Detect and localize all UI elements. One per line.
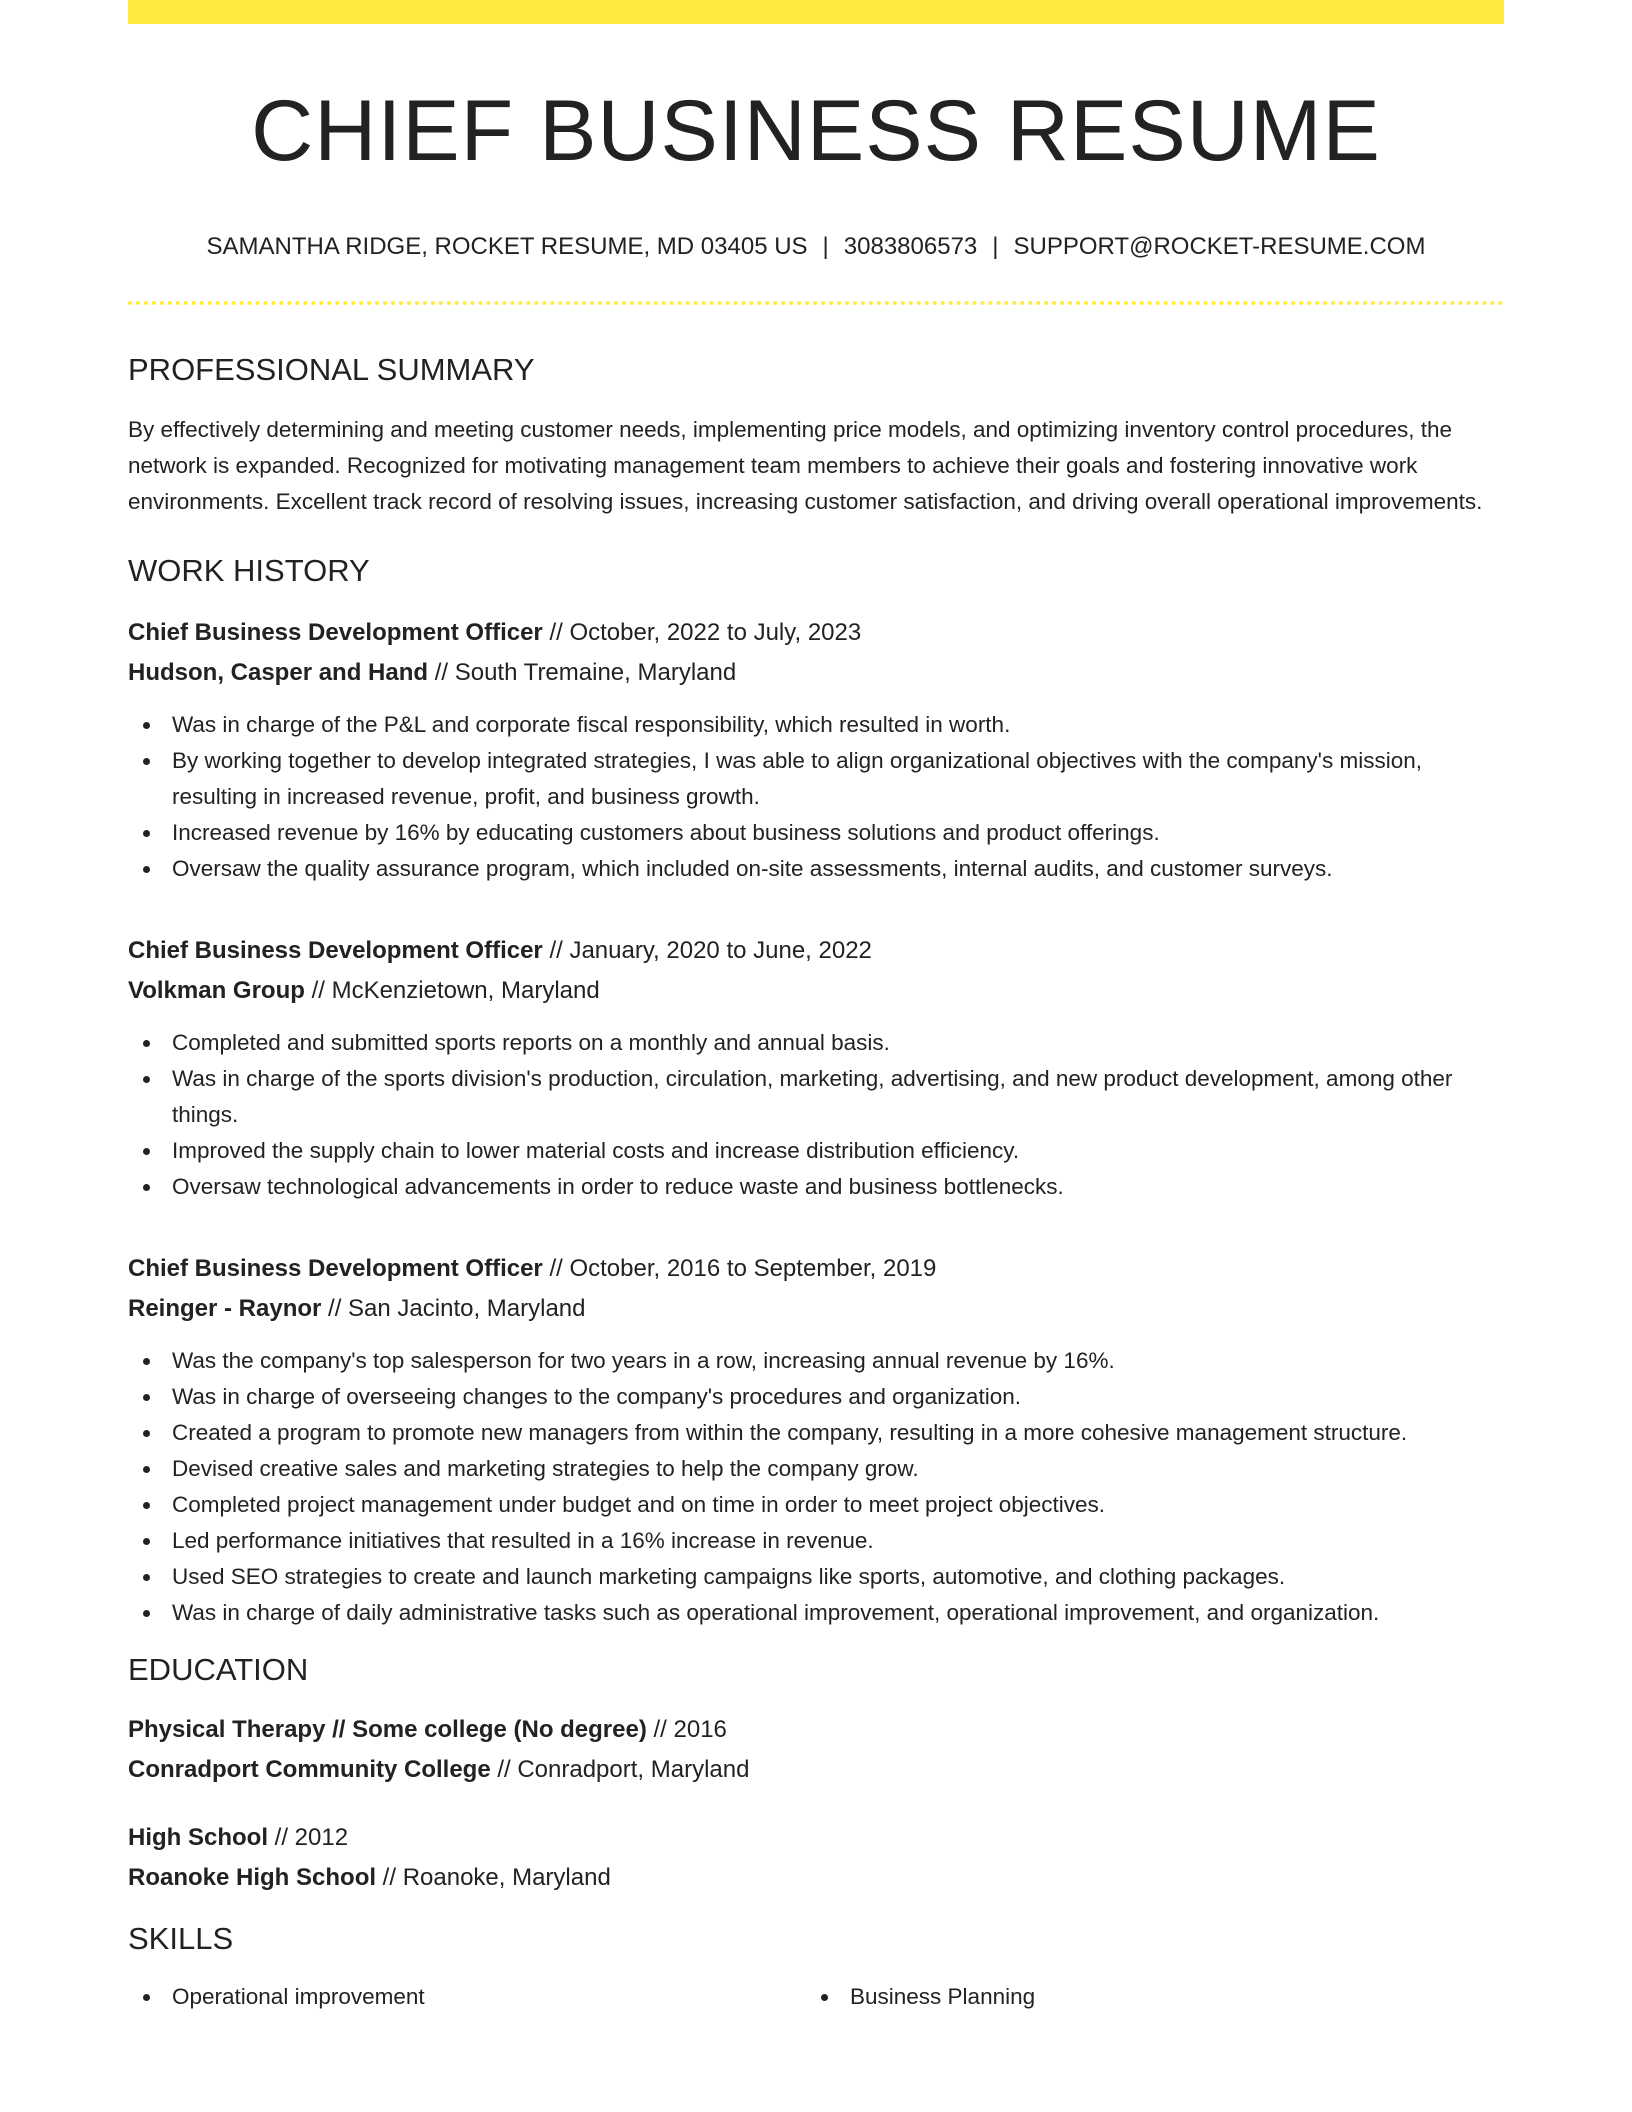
job-company: Hudson, Casper and Hand — [128, 658, 429, 686]
education-heading: EDUCATION — [128, 1651, 309, 1687]
job-entry — [128, 931, 1504, 1205]
skills-list — [128, 1979, 806, 2015]
job-entry — [128, 1249, 1504, 1631]
skills-column-right — [806, 1979, 1484, 2015]
resume-page — [128, 0, 1504, 2015]
contact-separator: | — [992, 232, 999, 260]
list-item: Was in charge of the P&L and corporate fiscal responsibility, which resulted in worth. — [128, 707, 1504, 743]
education-entry — [128, 1818, 1504, 1898]
skills-list — [806, 1979, 1484, 2015]
top-accent-bar — [128, 0, 1504, 24]
education-school-line — [128, 1750, 1504, 1790]
education-degree: Physical Therapy // Some college (No degree) — [128, 1715, 647, 1743]
list-item: Improved the supply chain to lower material costs and increase distribution efficiency. — [128, 1133, 1504, 1169]
list-item: Devised creative sales and marketing strategies to help the company grow. — [128, 1451, 1504, 1487]
education-year: // 2016 — [646, 1715, 727, 1743]
list-item: Used SEO strategies to create and launch marketing campaigns like sports, automotive, and clothing packages. — [128, 1559, 1504, 1595]
dotted-divider — [128, 301, 1504, 305]
education-school: Roanoke High School — [128, 1863, 377, 1891]
job-location: // San Jacinto, Maryland — [321, 1294, 586, 1322]
education-degree-line — [128, 1710, 1504, 1750]
education-school-line — [128, 1858, 1504, 1898]
list-item: Increased revenue by 16% by educating customers about business solutions and product offerings. — [128, 815, 1504, 851]
list-item: Oversaw technological advancements in order to reduce waste and business bottlenecks. — [128, 1169, 1504, 1205]
job-location: // McKenzietown, Maryland — [304, 976, 600, 1004]
job-company-line — [128, 653, 1504, 693]
list-item: Was the company's top salesperson for two years in a row, increasing annual revenue by 16%. — [128, 1343, 1504, 1379]
skill-item: Operational improvement — [128, 1979, 806, 2015]
skills-heading: SKILLS — [128, 1920, 234, 1956]
skills-column-left — [128, 1979, 806, 2015]
contact-line — [128, 233, 1504, 262]
summary-heading: PROFESSIONAL SUMMARY — [128, 352, 535, 388]
work-history-heading: WORK HISTORY — [128, 552, 370, 588]
resume-title: CHIEF BUSINESS RESUME — [251, 83, 1381, 179]
job-title-line — [128, 931, 1504, 971]
job-dates: // January, 2020 to June, 2022 — [542, 936, 872, 964]
job-title-line — [128, 1249, 1504, 1289]
contact-phone: 3083806573 — [843, 232, 978, 260]
contact-address: SAMANTHA RIDGE, ROCKET RESUME, MD 03405 US — [206, 232, 808, 260]
summary-text: By effectively determining and meeting customer needs, implementing price models, and optimizing inventory control procedures, the network is expanded. Recognized for motivating management team members to achieve their goals and fostering innovative work environments. Excellent track record of resolving issues, increasing customer satisfaction, and driving overall operational improvements. — [128, 416, 1483, 514]
job-entry — [128, 613, 1504, 887]
skill-item: Business Planning — [806, 1979, 1484, 2015]
job-bullets — [128, 707, 1504, 887]
list-item: By working together to develop integrated strategies, I was able to align organizational objectives with the company's mission, resulting in increased revenue, profit, and business growth. — [128, 743, 1504, 815]
job-title: Chief Business Development Officer — [128, 618, 543, 646]
job-company-line — [128, 1289, 1504, 1329]
list-item: Created a program to promote new managers from within the company, resulting in a more cohesive management structure. — [128, 1415, 1504, 1451]
job-dates: // October, 2022 to July, 2023 — [542, 618, 862, 646]
list-item: Oversaw the quality assurance program, which included on-site assessments, internal audits, and customer surveys. — [128, 851, 1504, 887]
skills-grid — [128, 1979, 1504, 2015]
job-location: // South Tremaine, Maryland — [428, 658, 737, 686]
job-company: Reinger - Raynor — [128, 1294, 322, 1322]
education-degree-line — [128, 1818, 1504, 1858]
contact-email: SUPPORT@ROCKET-RESUME.COM — [1013, 232, 1426, 260]
list-item: Was in charge of daily administrative tasks such as operational improvement, operational improvement, and organization. — [128, 1595, 1504, 1631]
list-item: Led performance initiatives that resulted in a 16% increase in revenue. — [128, 1523, 1504, 1559]
job-bullets — [128, 1025, 1504, 1205]
education-entry — [128, 1710, 1504, 1790]
list-item: Completed project management under budget and on time in order to meet project objectives. — [128, 1487, 1504, 1523]
education-year: // 2012 — [268, 1823, 349, 1851]
list-item: Was in charge of the sports division's production, circulation, marketing, advertising, and new product development, among other things. — [128, 1061, 1504, 1133]
education-school: Conradport Community College — [128, 1755, 491, 1783]
education-degree: High School — [128, 1823, 268, 1851]
job-title: Chief Business Development Officer — [128, 936, 543, 964]
job-dates: // October, 2016 to September, 2019 — [542, 1254, 937, 1282]
job-title: Chief Business Development Officer — [128, 1254, 543, 1282]
job-title-line — [128, 613, 1504, 653]
list-item: Completed and submitted sports reports on a monthly and annual basis. — [128, 1025, 1504, 1061]
education-location: // Conradport, Maryland — [490, 1755, 750, 1783]
list-item: Was in charge of overseeing changes to the company's procedures and organization. — [128, 1379, 1504, 1415]
contact-separator: | — [822, 232, 829, 260]
job-company-line — [128, 971, 1504, 1011]
education-location: // Roanoke, Maryland — [376, 1863, 611, 1891]
job-bullets — [128, 1343, 1504, 1631]
job-company: Volkman Group — [128, 976, 305, 1004]
